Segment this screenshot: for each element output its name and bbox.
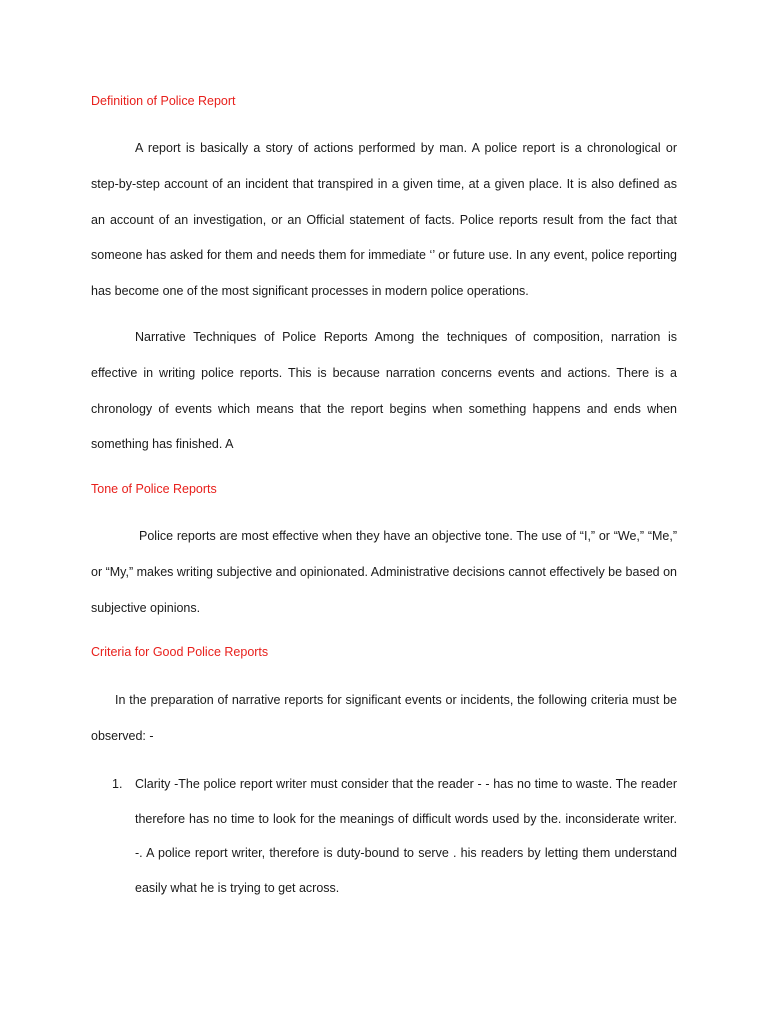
paragraph-tone: Police reports are most effective when they have an objective tone. The use of “I,” or “We,” “Me,” or “My,” makes writing subjective and opinionated. Administrative decisions cannot effectively be based on subjective opinions. bbox=[91, 529, 677, 615]
list-item bbox=[91, 767, 677, 905]
list-item-text: Clarity -The police report writer must consider that the reader - - has no time to waste. The reader therefore has no time to look for the meanings of difficult words used by the. inconsiderate writer. -. A police report writer, therefore is duty-bound to serve . his readers by letting them understand easily what he is trying to get across. bbox=[135, 777, 677, 895]
paragraph-definition: A report is basically a story of actions performed by man. A police report is a chronological or step-by-step account of an incident that transpired in a given time, at a given place. It is also defined as an account of an investigation, or an Official statement of facts. Police reports result from the fact that someone has asked for them and needs them for immediate ‘’ or future use. In any event, police reporting has become one of the most significant processes in modern police operations. bbox=[91, 141, 677, 299]
paragraph-narrative-techniques: Narrative Techniques of Police Reports Among the techniques of composition, narration is effective in writing police reports. This is because narration concerns events and actions. There is a chronology of events which means that the report begins when something happens and ends when something has finished. A bbox=[91, 330, 677, 452]
heading-tone: Tone of Police Reports bbox=[91, 482, 217, 496]
criteria-list bbox=[91, 767, 677, 905]
heading-criteria: Criteria for Good Police Reports bbox=[91, 645, 269, 659]
paragraph-criteria-intro: In the preparation of narrative reports for significant events or incidents, the following criteria must be observed: - bbox=[91, 693, 677, 743]
heading-definition: Definition of Police Report bbox=[91, 94, 236, 108]
list-item-number: 1. bbox=[112, 777, 123, 791]
